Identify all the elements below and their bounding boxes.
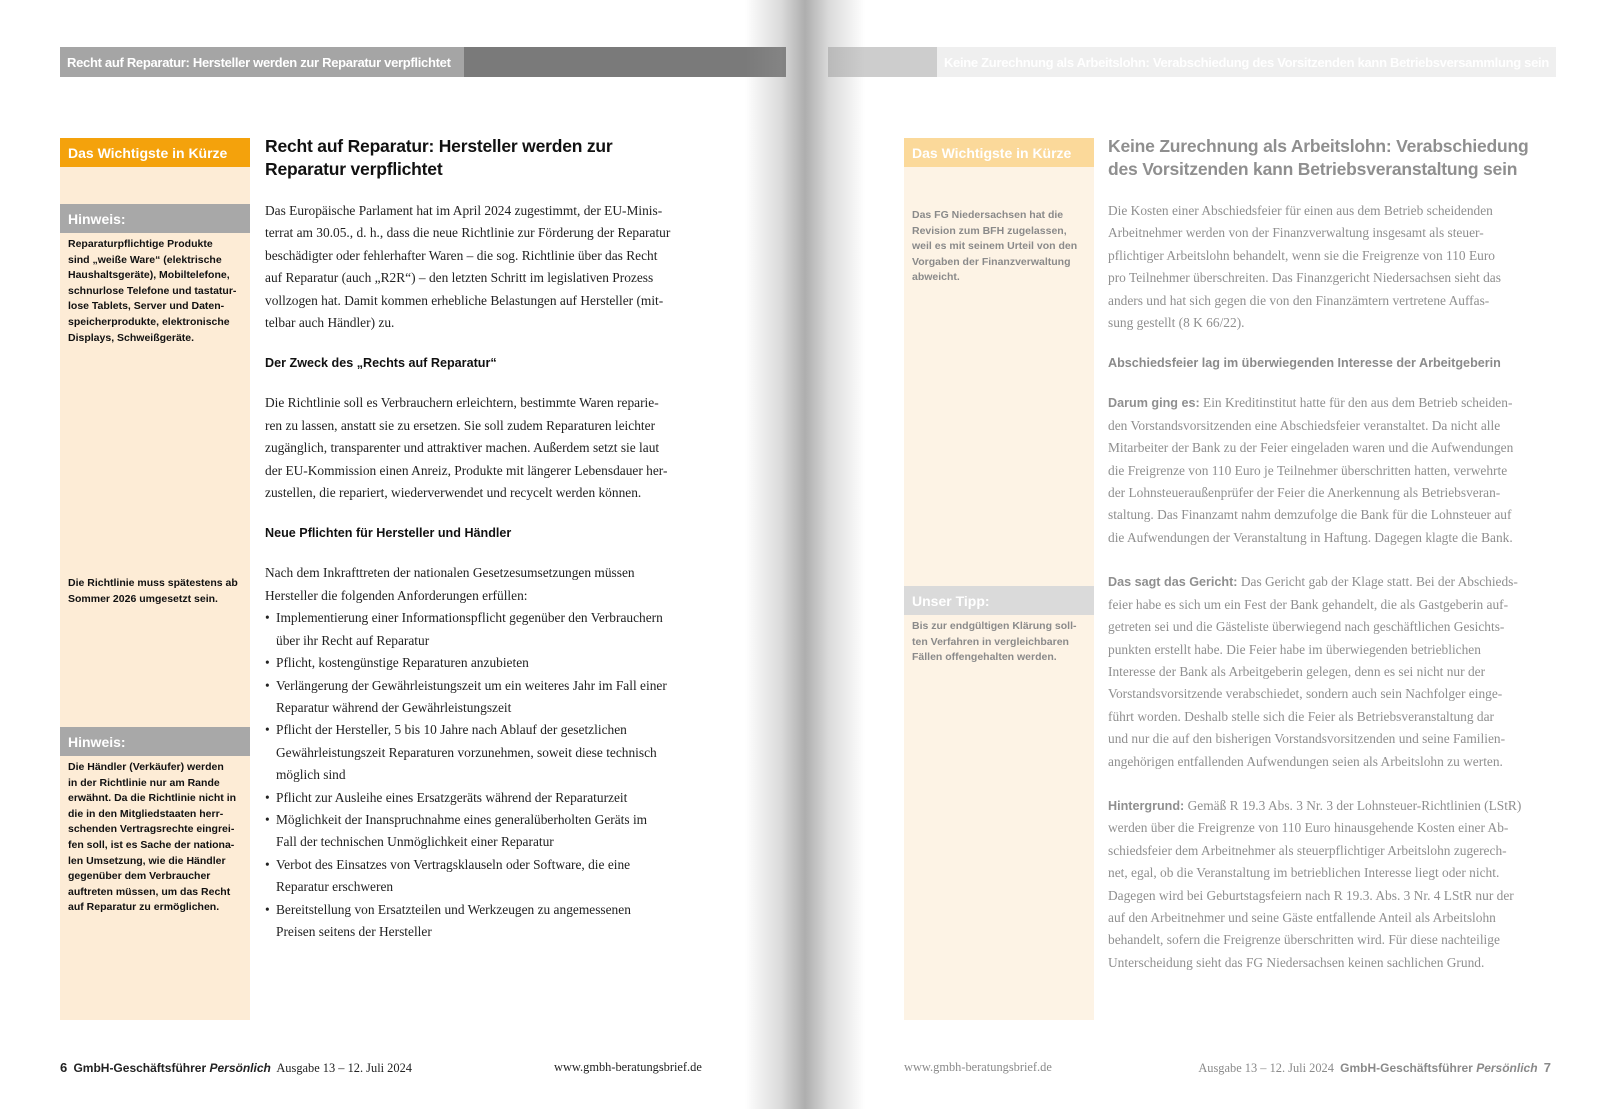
right-p3-text: Das Gericht gab der Klage statt. Bei der Abschieds- feier habe es sich um ein Fest der Bank gehandelt, die als Gastgeberin auf- getreten sei und die Gästeliste überwiegend nach geschäftlichen Gesichts- punkten erstellt habe. Die Feier habe im überwiegenden betrieblichen Interesse der Bank als Arbeitgeberin gelegen, denn es sei nicht nur der Vorstandsvorsitzende verabschiedet, sondern auch sein Nachfolger einge- führt worden. Deshalb stelle sich die Feier als Betriebsveranstaltung dar und nur die auf den bisherigen Vorstandsvorsitzenden und seine Familien- angehörigen entfallenden Aufwendungen seien als Arbeitslohn zu werten. bbox=[1108, 574, 1518, 769]
left-paragraph-3: Nach dem Inkrafttreten der nationalen Gesetzesumsetzungen müssen Hersteller die folgenden Anforderungen erfüllen: bbox=[265, 565, 635, 603]
list-item: • Verbot des Einsatzes von Vertragsklauseln oder Software, die eine Reparatur erschweren bbox=[265, 854, 712, 899]
right-footer-url[interactable] bbox=[904, 1060, 1052, 1075]
left-page-number: 6 bbox=[60, 1060, 68, 1075]
right-running-head bbox=[828, 47, 1556, 77]
left-hint2-label: Hinweis: bbox=[60, 727, 250, 756]
list-item: • Verlängerung der Gewährleistungszeit um ein weiteres Jahr im Fall einer Reparatur während der Gewährleistungszeit bbox=[265, 675, 712, 720]
left-subheading-2: Neue Pflichten für Hersteller und Händler bbox=[265, 526, 512, 541]
right-paragraph-1: Die Kosten einer Abschiedsfeier für einen aus dem Betrieb scheidenden Arbeitnehmer werden von der Finanzverwaltung insgesamt als steuer- pflichtiger Arbeitslohn behandelt, wenn sie die Freigrenze von 110 Euro pro Teilnehmer überschreiten. Das Finanzgericht Niedersachsen sieht das anders und hat sich gegen die von den Finanzämtern vertretene Auffas- sung gestellt (8 K 66/22). bbox=[1108, 203, 1501, 331]
left-brand bbox=[73, 1061, 270, 1075]
left-issue: Ausgabe 13 – 12. Juli 2024 bbox=[276, 1061, 412, 1075]
left-article bbox=[265, 135, 712, 943]
right-paragraph-3 bbox=[1108, 571, 1555, 773]
right-p2-text: Ein Kreditinstitut hatte für den aus dem Betrieb scheiden- den Vorstandsvorsitzenden eine Abschiedsfeier veranstaltet. Da nicht alle Mitarbeiter der Bank zu der Feier eingeladen waren und die Aufwendungen die Freigrenze von 110 Euro je Teilnehmer überschritten hatten, verwehrte der Lohnsteueraußenprüfer der Feier die Anerkennung als Betriebsveran- staltung. Das Finanzamt nahm demzufolge die Bank für die Lohnsteuer auf die Aufwendungen der Veranstaltung in Haftung. Dagegen klagte die Bank. bbox=[1108, 395, 1514, 545]
left-paragraph-2: Die Richtlinie soll es Verbrauchern erleichtern, bestimmte Waren reparie- ren zu lassen, anstatt sie zu ersetzen. Sie soll zudem Reparaturen leichter zugänglich, transparenter und attraktiver machen. Außerdem setzt sie laut der EU-Kommission einen Anreiz, Produkte mit längerer Lebensdauer her- zustellen, die repariert, wiederverwendet und recycelt werden können. bbox=[265, 395, 668, 501]
left-requirements-list bbox=[265, 607, 712, 943]
right-page-number: 7 bbox=[1543, 1060, 1551, 1075]
right-url-link[interactable]: www.gmbh-beratungsbrief.de bbox=[904, 1060, 1052, 1074]
left-brand-italic: Persönlich bbox=[209, 1061, 271, 1075]
right-p2-lead: Darum ging es: bbox=[1108, 396, 1200, 411]
left-sidebar bbox=[60, 138, 250, 1020]
left-sidebar-header: Das Wichtigste in Kürze bbox=[60, 138, 250, 167]
left-url-link[interactable]: www.gmbh-beratungsbrief.de bbox=[554, 1060, 702, 1074]
right-p4-lead: Hintergrund: bbox=[1108, 798, 1185, 813]
right-sidebar-header: Das Wichtigste in Kürze bbox=[904, 138, 1094, 167]
left-hint1-text: Reparaturpflichtige Produkte sind „weiße Ware“ (elektrische Haushaltsgeräte), Mobiltelefone, schnurlose Telefone und tastatur- lose Tablets, Server und Daten- speicherprodukte, elektronische Displays, Schweißgeräte. bbox=[68, 238, 237, 344]
left-note2: Die Richtlinie muss spätestens ab Sommer 2026 umgesetzt sein. bbox=[68, 577, 238, 605]
right-brand-italic: Persönlich bbox=[1476, 1061, 1538, 1075]
list-item: • Implementierung einer Informationspflicht gegenüber den Verbrauchern über ihr Recht auf Reparatur bbox=[265, 607, 712, 652]
right-tip-text: Bis zur endgültigen Klärung soll- ten Verfahren in vergleichbaren Fällen offengehalten werden. bbox=[912, 620, 1077, 664]
left-page bbox=[0, 0, 805, 1109]
left-footer bbox=[60, 1060, 412, 1076]
right-footer bbox=[1198, 1060, 1551, 1076]
left-hint1-label: Hinweis: bbox=[60, 204, 250, 233]
right-brand-name: GmbH-Geschäftsführer bbox=[1340, 1061, 1473, 1075]
right-p4-text: Gemäß R 19.3 Abs. 3 Nr. 3 der Lohnsteuer-Richtlinien (LStR) werden über die Freigrenze von 110 Euro hinausgehende Kosten einer Ab- schiedsfeier dem Arbeitnehmer als steuerpflichtiger Arbeitslohn zugerech- net, egal, ob die Veranstaltung im betrieblichen Interesse liegt oder nicht. Dagegen wird bei Geburtstagsfeiern nach R 19.3. Abs. 3 Nr. 4 LStR nur der auf den Arbeitnehmer und seine Gäste entfallende Anteil als Arbeitslohn behandelt, sofern die Freigrenze überschritten wird. Für diese nachteilige Unterscheidung sieht das FG Niedersachsen keinen sachlichen Grund. bbox=[1108, 797, 1522, 970]
right-sidebar bbox=[904, 138, 1094, 1020]
right-running-head-spacer bbox=[828, 47, 937, 77]
left-subheading-1: Der Zweck des „Rechts auf Reparatur“ bbox=[265, 356, 497, 371]
right-paragraph-2 bbox=[1108, 392, 1555, 549]
right-subheading-1: Abschiedsfeier lag im überwiegenden Interesse der Arbeitgeberin bbox=[1108, 356, 1501, 371]
left-footer-url[interactable] bbox=[554, 1060, 702, 1075]
right-running-head-title: Keine Zurechnung als Arbeitslohn: Verabschiedung des Vorsitzenden kann Betriebsversammlung sein bbox=[937, 47, 1556, 77]
right-note1: Das FG Niedersachsen hat die Revision zum BFH zugelassen, weil es mit seinem Urteil von den Vorgaben der Finanzverwaltung abweicht. bbox=[912, 209, 1078, 284]
left-running-head-title: Recht auf Reparatur: Hersteller werden zur Reparatur verpflichtet bbox=[60, 47, 464, 77]
left-paragraph-1: Das Europäische Parlament hat im April 2024 zugestimmt, der EU-Minis- terrat am 30.05., d. h., dass die neue Richtlinie zur Förderung der Reparatur beschädigter oder fehlerhafter Waren – die sog. Richtlinie über das Recht auf Reparatur (auch „R2R“) – den letzten Schritt im legislativen Prozess vollzogen hat. Damit kommen erhebliche Belastungen auf Hersteller (mit- telbar auch Händler) zu. bbox=[265, 203, 671, 331]
right-issue: Ausgabe 13 – 12. Juli 2024 bbox=[1198, 1061, 1334, 1075]
list-item: • Bereitstellung von Ersatzteilen und Werkzeugen zu angemessenen Preisen seitens der Hersteller bbox=[265, 899, 712, 944]
left-running-head bbox=[60, 47, 786, 77]
left-article-title: Recht auf Reparatur: Hersteller werden zur Reparatur verpflichtet bbox=[265, 136, 613, 179]
left-brand-name: GmbH-Geschäftsführer bbox=[73, 1061, 207, 1075]
right-tip-label: Unser Tipp: bbox=[904, 586, 1094, 615]
list-item: • Möglichkeit der Inanspruchnahme eines generalüberholten Geräts im Fall der technischen Unmöglichkeit einer Reparatur bbox=[265, 809, 712, 854]
list-item: • Pflicht zur Ausleihe eines Ersatzgeräts während der Reparaturzeit bbox=[265, 787, 712, 809]
right-paragraph-4 bbox=[1108, 795, 1555, 974]
left-hint2-text: Die Händler (Verkäufer) werden in der Richtlinie nur am Rande erwähnt. Da die Richtlinie nicht in die in den Mitgliedstaaten herr- schenden Vertragsrechte eingrei- fen soll, ist es Sache der nationa- len Umsetzung, wie die Händler gegenüber dem Verbraucher auftreten müssen, um das Recht auf Reparatur zu ermöglichen. bbox=[68, 761, 237, 914]
right-p3-lead: Das sagt das Gericht: bbox=[1108, 575, 1238, 590]
right-article-title: Keine Zurechnung als Arbeitslohn: Verabschiedung des Vorsitzenden kann Betriebsveranstaltung sein bbox=[1108, 136, 1529, 179]
list-item: • Pflicht, kostengünstige Reparaturen anzubieten bbox=[265, 652, 712, 674]
right-article bbox=[1108, 135, 1555, 974]
right-brand bbox=[1340, 1061, 1537, 1075]
list-item: • Pflicht der Hersteller, 5 bis 10 Jahre nach Ablauf der gesetzlichen Gewährleistungszeit Reparaturen vorzunehmen, soweit diese technisch möglich sind bbox=[265, 719, 712, 786]
